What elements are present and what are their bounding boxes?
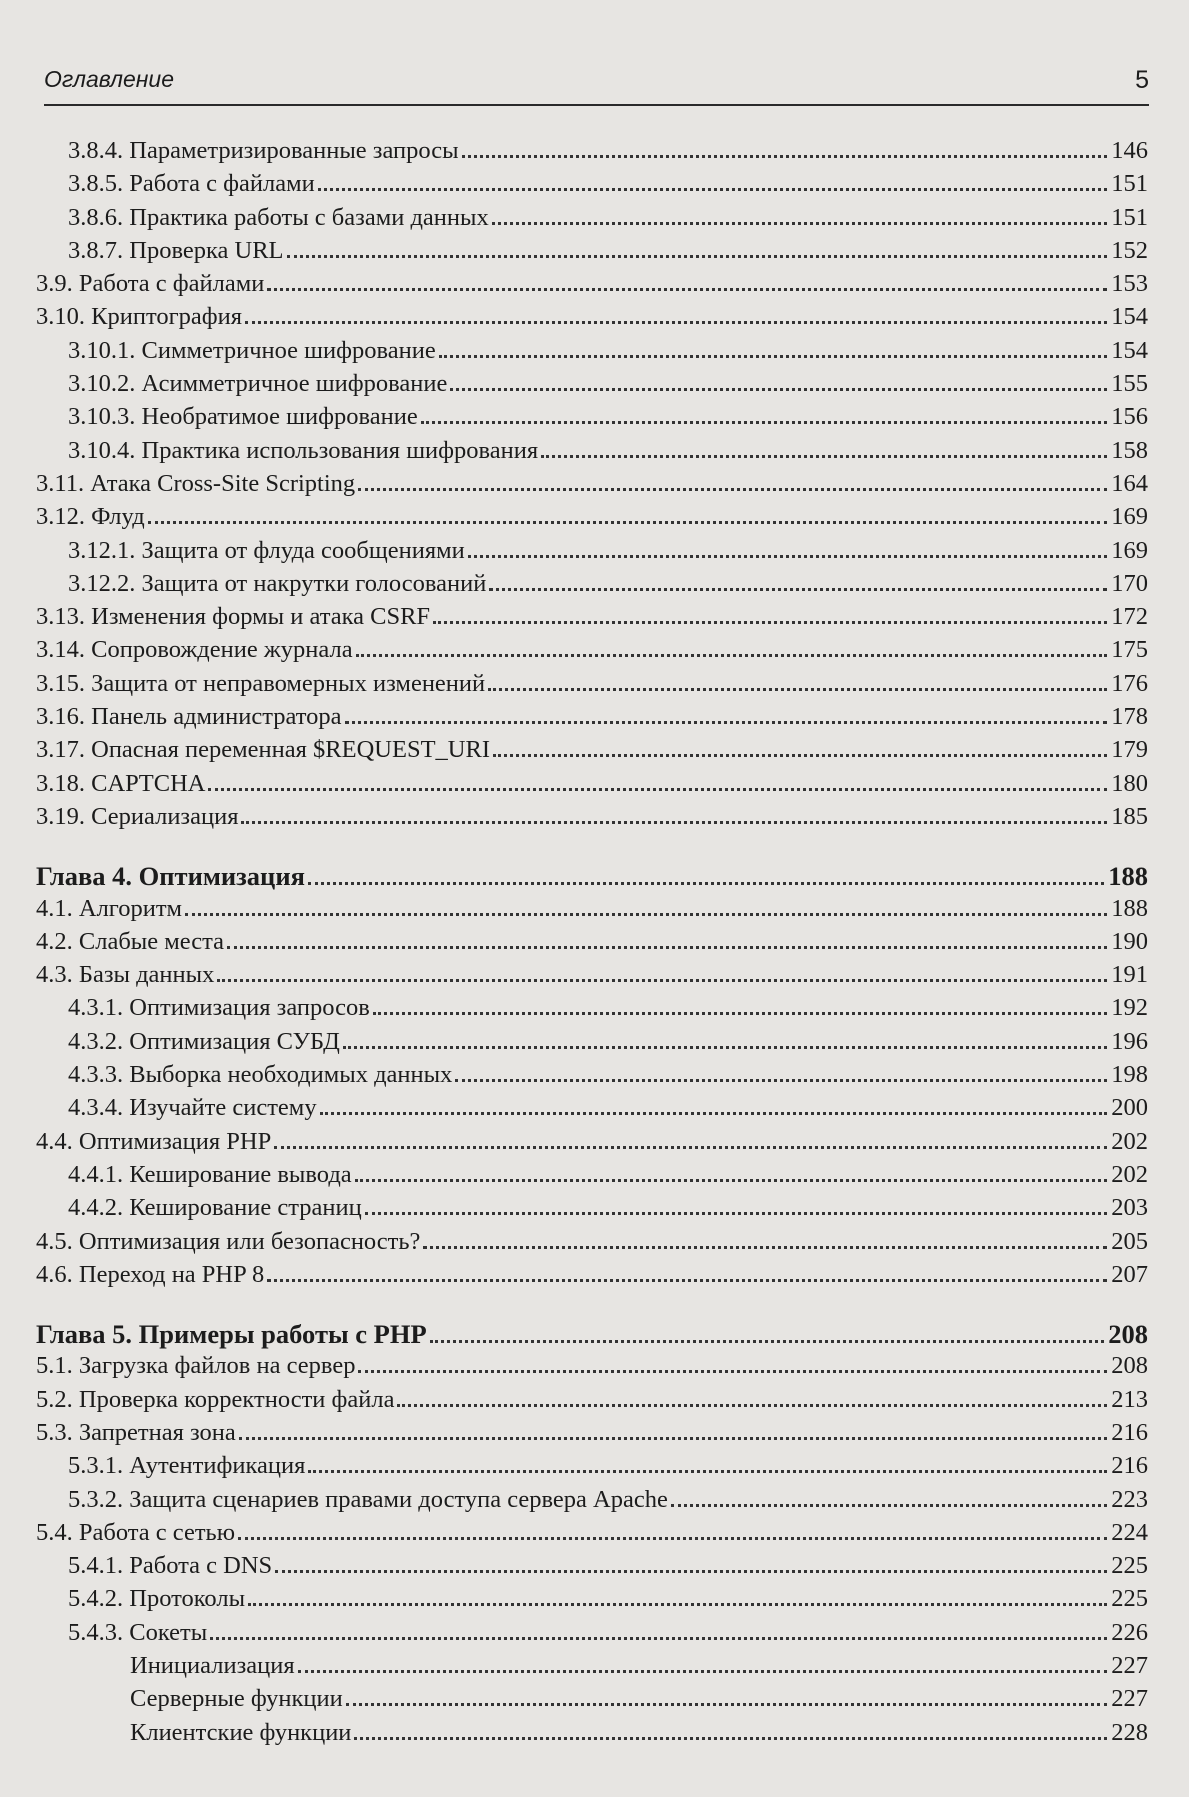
toc-entry-page: 216 [1111,1452,1148,1480]
dot-leader [238,1537,1107,1540]
toc-entry [36,570,1148,603]
dot-leader [267,288,1107,291]
dot-leader [148,521,1108,524]
dot-leader [492,222,1108,225]
dot-leader [210,1637,1107,1640]
toc-entry [36,1619,1148,1652]
toc-entry-title: 5.4.1. Работа с DNS [68,1552,273,1580]
dot-leader [239,1437,1107,1440]
toc-entry-page: 216 [1111,1418,1148,1446]
toc-entry-title: 5.1. Загрузка файлов на сервер [36,1352,356,1380]
toc-entry [36,1352,1148,1385]
toc-entry [36,636,1148,669]
toc-entry [36,1452,1148,1485]
dot-leader [343,1046,1107,1049]
header-title: Оглавление [44,66,174,92]
dot-leader [275,1570,1107,1573]
toc-entry-page: 185 [1111,802,1148,830]
dot-leader [298,1670,1108,1673]
toc-entry [36,1128,1148,1161]
dot-leader [356,654,1108,657]
dot-leader [462,155,1108,158]
header-page-number: 5 [1135,66,1149,94]
toc-entry-page: 178 [1111,703,1148,731]
toc-entry-title: 3.10. Криптография [36,303,243,331]
toc-entry [36,1419,1148,1452]
toc-entry-page: 213 [1111,1385,1148,1413]
toc-entry-title: 3.13. Изменения формы и атака CSRF [36,603,431,631]
toc-entry-page: 170 [1111,569,1148,597]
dot-leader [217,979,1107,982]
toc-entry-page: 207 [1111,1260,1148,1288]
toc-entry-title: 3.12. Флуд [36,503,145,531]
toc-entry [36,1719,1148,1752]
toc-entry [36,470,1148,503]
toc-entry [36,1261,1148,1294]
toc-entry-page: 208 [1108,1319,1148,1350]
toc-entry-page: 179 [1111,736,1148,764]
toc-entry-page: 208 [1111,1352,1148,1380]
toc-entry-page: 228 [1111,1718,1148,1746]
toc-entry [36,895,1148,928]
dot-leader [488,688,1107,691]
dot-leader [308,1470,1107,1473]
toc-entry-page: 153 [1111,270,1148,298]
toc-entry-title: 3.10.4. Практика использования шифрования [68,436,539,464]
toc-entry [36,1685,1148,1718]
toc-entry [36,403,1148,436]
toc-entry [36,603,1148,636]
dot-leader [320,1112,1108,1115]
toc-entry-page: 151 [1111,203,1148,231]
dot-leader [450,388,1107,391]
toc-entry-page: 200 [1111,1094,1148,1122]
toc-entry-title: 4.4.2. Кеширование страниц [68,1194,362,1222]
toc-entry [36,928,1148,961]
dot-leader [397,1404,1107,1407]
toc-entry-title: 5.3. Запретная зона [36,1418,236,1446]
toc-entry-page: 152 [1111,236,1148,264]
toc-entry-page: 192 [1111,994,1148,1022]
dot-leader [541,455,1107,458]
toc-entry-title: 3.16. Панель администратора [36,703,342,731]
toc-entry-page: 188 [1108,861,1148,892]
toc-entry-page: 169 [1111,536,1148,564]
toc-entry-title: 5.4.3. Сокеты [68,1618,208,1646]
dot-leader [355,1179,1108,1182]
toc-entry-title: 5.4. Работа с сетью [36,1518,236,1546]
toc-entry [36,437,1148,470]
toc-entry-title: 3.14. Сопровождение журнала [36,636,353,664]
toc-entry-page: 188 [1111,894,1148,922]
dot-leader [421,421,1108,424]
dot-leader [358,488,1107,491]
toc-entry [36,537,1148,570]
toc-entry-page: 224 [1111,1518,1148,1546]
dot-leader [493,754,1107,757]
toc-entry-title: 4.4. Оптимизация PHP [36,1127,272,1155]
toc-entry-title: 5.4.2. Протоколы [68,1585,246,1613]
toc-entry [36,961,1148,994]
toc-entry-title: 5.3.1. Аутентификация [68,1452,306,1480]
toc-entry-page: 202 [1111,1160,1148,1188]
dot-leader [245,321,1107,324]
toc-entry-page: 225 [1111,1552,1148,1580]
toc-entry [36,1519,1148,1552]
dot-leader [241,821,1107,824]
toc-entry-title: 4.3.4. Изучайте систему [68,1094,317,1122]
toc-entry-title: 3.12.1. Защита от флуда сообщениями [68,536,465,564]
toc-entry-title: Инициализация [130,1652,295,1680]
toc-entry [36,1194,1148,1227]
toc-entry-page: 154 [1111,336,1148,364]
toc-entry [36,503,1148,536]
toc-chapter-entry [36,861,1148,894]
toc-entry-page: 176 [1111,669,1148,697]
dot-leader [346,1703,1108,1706]
toc-entry-page: 175 [1111,636,1148,664]
toc-entry-title: 4.4.1. Кеширование вывода [68,1160,352,1188]
dot-leader [287,255,1108,258]
toc-entry-page: 155 [1111,370,1148,398]
toc-entry-page: 191 [1111,961,1148,989]
dot-leader [345,721,1108,724]
toc-entry [36,1652,1148,1685]
toc-entry-title: 5.3.2. Защита сценариев правами доступа сервера Apache [68,1485,668,1513]
toc-entry [36,703,1148,736]
toc-entry-title: Глава 4. Оптимизация [36,861,305,892]
dot-leader [227,946,1107,949]
toc-entry-title: 3.10.1. Симметричное шифрование [68,336,436,364]
toc-entry-page: 180 [1111,769,1148,797]
toc-entry-title: 3.8.4. Параметризированные запросы [68,137,459,164]
toc-entry-title: 4.3. Базы данных [36,961,215,989]
toc-entry-title: 4.3.3. Выборка необходимых данных [68,1061,453,1089]
dot-leader [365,1212,1108,1215]
toc-entry [36,1061,1148,1094]
toc-entry-title: 5.2. Проверка корректности файла [36,1385,395,1413]
toc-entry-page: 154 [1111,303,1148,331]
toc-entry-page: 151 [1111,170,1148,198]
toc-entry-page: 164 [1111,469,1148,497]
dot-leader [455,1079,1107,1082]
toc-entry [36,170,1148,203]
toc-entry [36,1585,1148,1618]
toc-entry-title: 3.8.7. Проверка URL [68,236,284,264]
dot-leader [208,788,1107,791]
toc-entry-title: 3.19. Сериализация [36,802,239,830]
toc-entry-title: Клиентские функции [130,1718,352,1746]
toc-entry-title: 3.10.2. Асимметричное шифрование [68,370,448,398]
toc-entry [36,204,1148,237]
running-header [44,64,1149,106]
dot-leader [248,1603,1107,1606]
section-gap [36,1294,1148,1319]
toc-entry-page: 227 [1111,1685,1148,1713]
toc-entry [36,137,1148,170]
dot-leader [318,188,1108,191]
dot-leader [489,588,1107,591]
toc-entry [36,1386,1148,1419]
toc-entry [36,337,1148,370]
toc-entry [36,803,1148,836]
dot-leader [433,621,1107,624]
toc-entry-page: 156 [1111,403,1148,431]
toc-entry-title: 4.5. Оптимизация или безопасность? [36,1227,421,1255]
dot-leader [430,1340,1105,1343]
toc-entry [36,670,1148,703]
dot-leader [373,1012,1107,1015]
dot-leader [439,355,1107,358]
section-gap [36,836,1148,861]
dot-leader [354,1737,1107,1740]
toc-entry [36,1486,1148,1519]
toc-entry-title: 4.6. Переход на PHP 8 [36,1260,265,1288]
dot-leader [267,1279,1107,1282]
toc-entry-page: 203 [1111,1194,1148,1222]
toc-entry-title: 3.18. CAPTCHA [36,769,206,797]
toc-entry-title: Глава 5. Примеры работы с PHP [36,1319,427,1350]
toc-entry-title: 3.9. Работа с файлами [36,270,265,298]
toc-entry-page: 225 [1111,1585,1148,1613]
toc-entry [36,370,1148,403]
toc-entry-title: 3.8.6. Практика работы с базами данных [68,203,489,231]
toc-entry-page: 146 [1111,137,1148,164]
dot-leader [274,1146,1107,1149]
toc-entry-page: 158 [1111,436,1148,464]
dot-leader [358,1370,1107,1373]
dot-leader [308,882,1104,885]
table-of-contents [36,137,1148,1752]
toc-entry-page: 227 [1111,1652,1148,1680]
toc-entry-page: 223 [1111,1485,1148,1513]
toc-entry-page: 172 [1111,603,1148,631]
toc-entry-title: 4.3.2. Оптимизация СУБД [68,1027,340,1055]
toc-entry [36,1228,1148,1261]
toc-chapter-entry [36,1319,1148,1352]
toc-entry [36,1094,1148,1127]
dot-leader [671,1504,1107,1507]
toc-entry-page: 226 [1111,1618,1148,1646]
dot-leader [423,1246,1107,1249]
toc-entry [36,1161,1148,1194]
toc-entry-title: 3.8.5. Работа с файлами [68,170,315,198]
toc-entry-page: 169 [1111,503,1148,531]
toc-entry-title: 3.12.2. Защита от накрутки голосований [68,569,487,597]
toc-entry-title: 3.10.3. Необратимое шифрование [68,403,418,431]
toc-entry-title: 4.1. Алгоритм [36,894,183,922]
toc-entry-page: 196 [1111,1027,1148,1055]
toc-entry [36,1028,1148,1061]
toc-entry-page: 190 [1111,927,1148,955]
toc-entry [36,303,1148,336]
toc-entry-page: 198 [1111,1061,1148,1089]
toc-entry [36,736,1148,769]
dot-leader [468,555,1108,558]
toc-entry-title: 4.3.1. Оптимизация запросов [68,994,370,1022]
toc-entry [36,994,1148,1027]
toc-entry [36,1552,1148,1585]
toc-entry-title: 3.17. Опасная переменная $REQUEST_URI [36,736,490,764]
toc-entry [36,770,1148,803]
toc-entry [36,270,1148,303]
toc-entry-title: 3.15. Защита от неправомерных изменений [36,669,486,697]
toc-entry-title: Серверные функции [130,1685,343,1713]
toc-entry-page: 202 [1111,1127,1148,1155]
toc-entry [36,237,1148,270]
toc-entry-page: 205 [1111,1227,1148,1255]
toc-entry-title: 3.11. Атака Cross-Site Scripting [36,469,356,497]
dot-leader [185,913,1107,916]
toc-entry-title: 4.2. Слабые места [36,927,224,955]
